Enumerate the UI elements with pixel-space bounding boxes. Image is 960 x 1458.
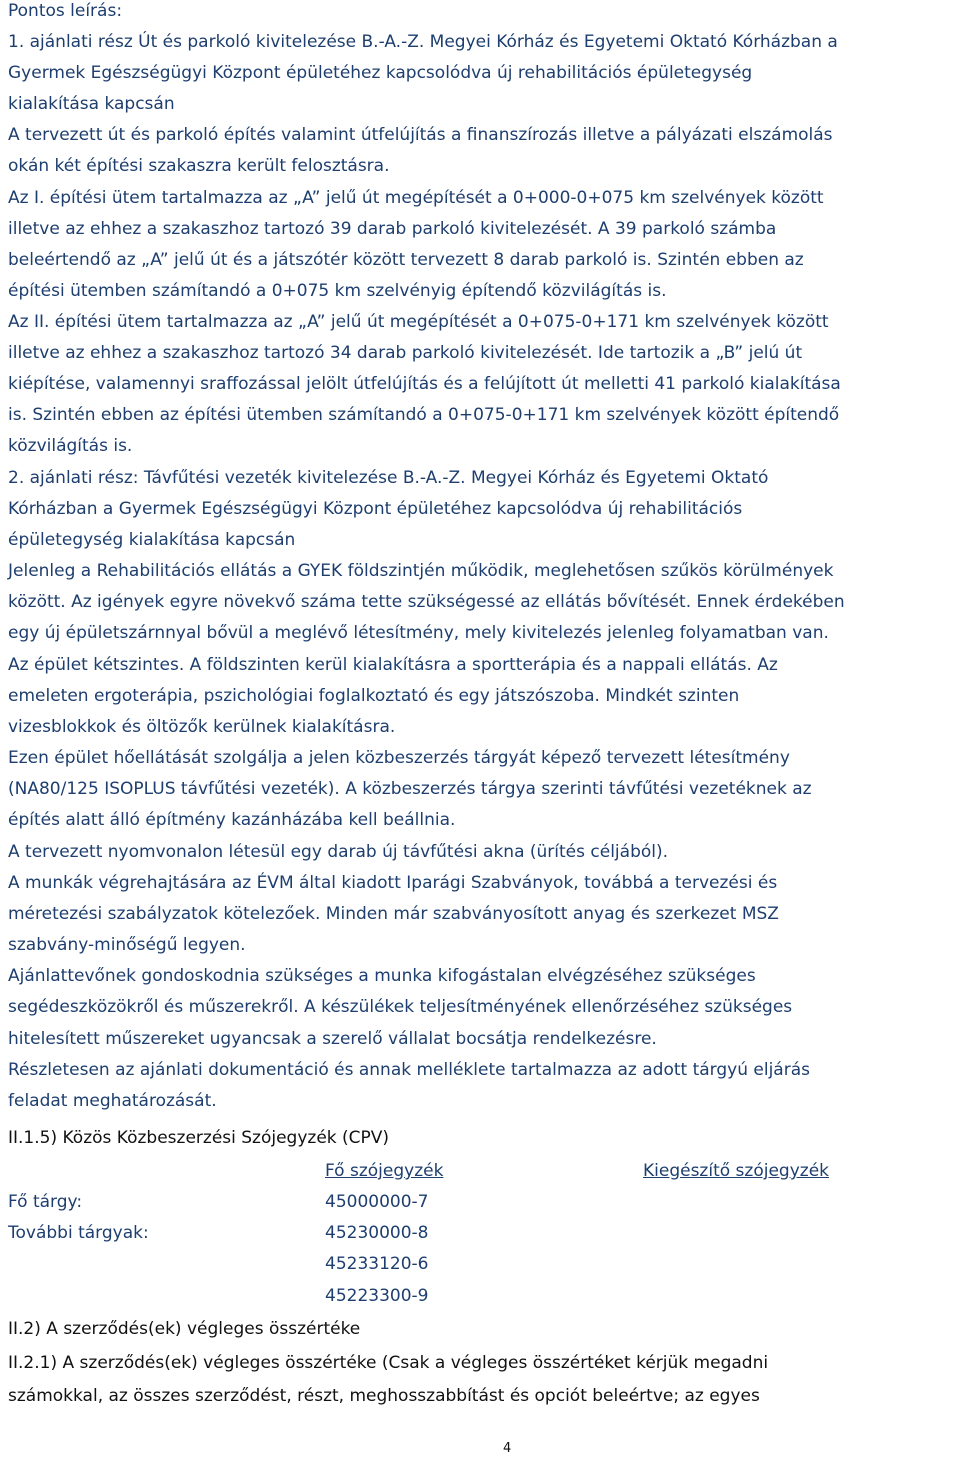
description-line: Gyermek Egészségügyi Központ épületéhez kapcsolódva új rehabilitációs épületegység — [8, 63, 753, 83]
cpv-suppl-vocab-header: Kiegészítő szójegyzék — [643, 1161, 829, 1181]
description-line: Ajánlattevőnek gondoskodnia szükséges a munka kifogástalan elvégzéséhez szükséges — [8, 966, 756, 986]
description-line: okán két építési szakaszra került felosztásra. — [8, 156, 390, 176]
description-heading: Pontos leírás: — [8, 1, 123, 21]
description-line: építési ütemben számítandó a 0+075 km szelvényig építendő közvilágítás is. — [8, 281, 667, 301]
description-line: segédeszközökről és műszerekről. A készülékek teljesítményének ellenőrzéséhez szükséges — [8, 997, 793, 1017]
description-line: közvilágítás is. — [8, 436, 133, 456]
description-line: méretezési szabályzatok kötelezőek. Minden már szabványosított anyag és szerkezet MSZ — [8, 904, 779, 924]
description-line: épületegység kialakítása kapcsán — [8, 530, 296, 550]
description-line: is. Szintén ebben az építési ütemben számítandó a 0+075-0+171 km szelvények között építendő — [8, 405, 840, 425]
description-line: Kórházban a Gyermek Egészségügyi Központ épületéhez kapcsolódva új rehabilitációs — [8, 499, 743, 519]
description-line: (NA80/125 ISOPLUS távfűtési vezeték). A közbeszerzés tárgya szerinti távfűtési vezetéknek az — [8, 779, 812, 799]
cpv-further-code: 45233120-6 — [325, 1254, 429, 1274]
description-line: Részletesen az ajánlati dokumentáció és annak melléklete tartalmazza az adott tárgyú eljárás — [8, 1060, 810, 1080]
description-line: feladat meghatározását. — [8, 1091, 217, 1111]
description-line: kialakítása kapcsán — [8, 94, 175, 114]
description-line: hitelesített műszereket ugyancsak a szerelő vállalat bocsátja rendelkezésre. — [8, 1029, 657, 1049]
cpv-main-subject-label: Fő tárgy: — [8, 1192, 83, 1212]
description-line: illetve az ehhez a szakaszhoz tartozó 39 darab parkoló kivitelezését. A 39 parkoló számba — [8, 219, 777, 239]
description-line: Az II. építési ütem tartalmazza az „A” jelű út megépítését a 0+075-0+171 km szelvények között — [8, 312, 829, 332]
description-line: Jelenleg a Rehabilitációs ellátás a GYEK földszintjén működik, meglehetősen szűkös körülmények — [8, 561, 834, 581]
description-line: 1. ajánlati rész Út és parkoló kivitelezése B.-A.-Z. Megyei Kórház és Egyetemi Oktató Kórházban a — [8, 32, 838, 52]
description-line: vizesblokkok és öltözők kerülnek kialakításra. — [8, 717, 396, 737]
description-line: beleértendő az „A” jelű út és a játszótér között tervezett 8 darab parkoló is. Szintén ebben az — [8, 250, 804, 270]
description-line: A tervezett út és parkoló építés valamint útfelújítás a finanszírozás illetve a pályázati elszámolás — [8, 125, 833, 145]
description-line: A tervezett nyomvonalon létesül egy darab új távfűtési akna (ürítés céljából). — [8, 842, 669, 862]
description-line: illetve az ehhez a szakaszhoz tartozó 34 darab parkoló kivitelezését. Ide tartozik a „B” jelú út — [8, 343, 803, 363]
contract-value-line: számokkal, az összes szerződést, részt, meghosszabbítást és opciót beleértve; az egyes — [8, 1386, 760, 1406]
description-line: Az I. építési ütem tartalmazza az „A” jelű út megépítését a 0+000-0+075 km szelvények között — [8, 188, 824, 208]
description-line: 2. ajánlati rész: Távfűtési vezeték kivitelezése B.-A.-Z. Megyei Kórház és Egyetemi Oktató — [8, 468, 769, 488]
cpv-further-code: 45230000-8 — [325, 1223, 429, 1243]
description-line: Ezen épület hőellátását szolgálja a jelen közbeszerzés tárgyát képező tervezett létesítmény — [8, 748, 790, 768]
description-line: építés alatt álló építmény kazánházába kell beállnia. — [8, 810, 456, 830]
description-line: között. Az igények egyre növekvő száma tette szükségessé az ellátás bővítését. Ennek érdekében — [8, 592, 845, 612]
description-line: Az épület kétszintes. A földszinten kerül kialakításra a sportterápia és a nappali ellátás. Az — [8, 655, 778, 675]
page-number: 4 — [503, 1441, 512, 1456]
contract-value-line: II.2.1) A szerződés(ek) végleges összértéke (Csak a végleges összértéket kérjük megadni — [8, 1353, 769, 1373]
cpv-main-subject-code: 45000000-7 — [325, 1192, 429, 1212]
description-line: kiépítése, valamennyi sraffozással jelölt útfelújítás és a felújított út melletti 41 parkoló kialakítása — [8, 374, 841, 394]
cpv-heading: II.1.5) Közös Közbeszerzési Szójegyzék (CPV) — [8, 1128, 390, 1148]
cpv-main-vocab-header: Fő szójegyzék — [325, 1161, 444, 1181]
cpv-further-code: 45223300-9 — [325, 1286, 429, 1306]
description-line: A munkák végrehajtására az ÉVM által kiadott Iparági Szabványok, továbbá a tervezési és — [8, 873, 778, 893]
cpv-further-subjects-label: További tárgyak: — [8, 1223, 149, 1243]
contract-value-heading: II.2) A szerződés(ek) végleges összértéke — [8, 1319, 361, 1339]
description-line: emeleten ergoterápia, pszichológiai foglalkoztató és egy játszószoba. Mindkét szinten — [8, 686, 740, 706]
description-line: egy új épületszárnnyal bővül a meglévő létesítmény, mely kivitelezés jelenleg folyamatban van. — [8, 623, 829, 643]
description-line: szabvány-minőségű legyen. — [8, 935, 246, 955]
